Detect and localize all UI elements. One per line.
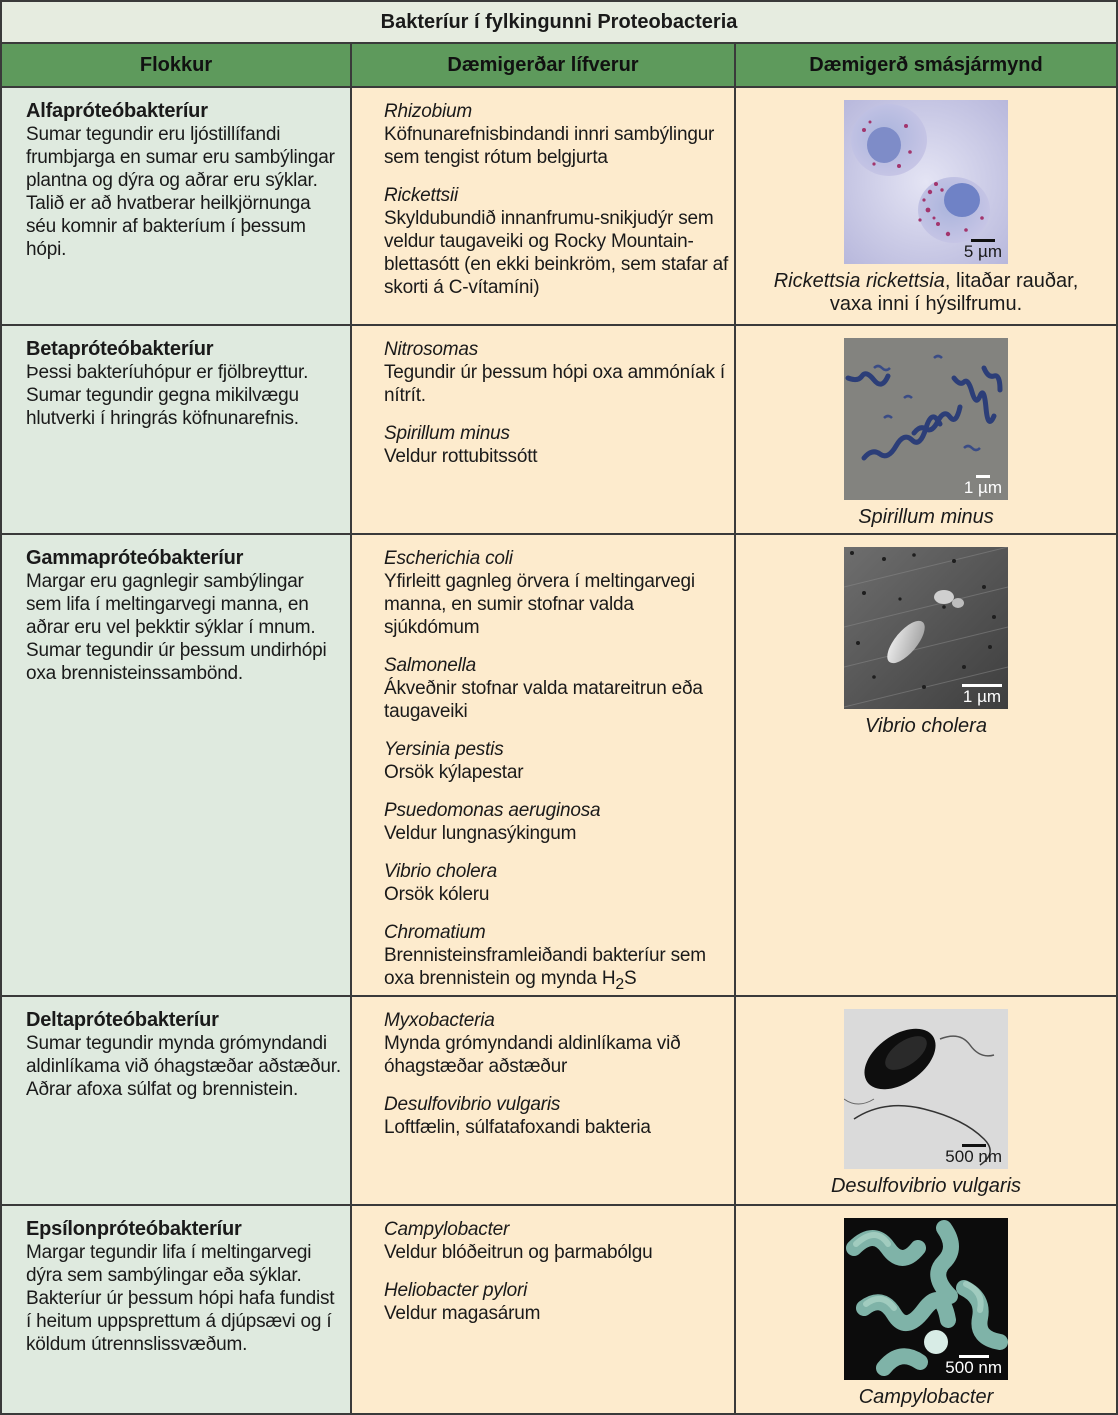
organism-name: Myxobacteria [384,1010,495,1031]
header-organisms: Dæmigerðar lífverur [352,44,736,88]
class-name: Betapróteóbakteríur [26,338,214,360]
organism-entry [384,799,730,845]
organism-description: Yfirleitt gagnleg örvera í meltingarvegi manna, en sumir stofnar valda sjúkdómum [384,571,695,638]
micrograph-caption [736,270,1116,316]
caption-species: Rickettsia rickettsia [773,270,945,292]
organism-entry [384,547,730,639]
organism-entry [384,1218,730,1264]
organism-entry [384,100,730,169]
scale-bar [945,1355,1002,1377]
micrograph-cell-epsilon [736,1206,1116,1413]
organisms-cell-epsilon [352,1206,736,1413]
organism-name: Desulfovibrio vulgaris [384,1094,561,1115]
class-name: Alfapróteóbakteríur [26,100,208,122]
organism-description-text: Brennisteinsframleiðandi bakteríur sem oxa brennistein og mynda H [384,945,706,989]
class-name: Gammapróteóbakteríur [26,547,244,569]
micrograph-caption [845,1386,1008,1409]
organisms-cell-gamma [352,535,736,997]
header-micrograph: Dæmigerð smásjármynd [736,44,1116,88]
caption-text: , litaðar rauðar, vaxa inni í hýsilfrumu. [829,270,1079,315]
organism-entry [384,738,730,784]
class-name: Deltapróteóbakteríur [26,1009,219,1031]
organism-description: Veldur rottubitssótt [384,446,538,467]
class-description: Margar tegundir lifa í meltingarvegi dýra sem sambýlingar eða sýklar. Bakteríur úr þessum hópi hafa fundist í heitum uppsprettum á djúpsævi og í köldum útrennslissvæðum. [26,1242,335,1355]
organism-description: Orsök kýlapestar [384,762,524,783]
scale-bar [964,239,1002,261]
organism-description: Mynda grómyndandi aldinlíkama við óhagstæðar aðstæður [384,1033,681,1077]
class-cell-alpha [2,88,352,326]
caption-species: Spirillum minus [858,506,994,528]
micrograph-cell-delta [736,997,1116,1206]
organism-description: Veldur blóðeitrun og þarmabólgu [384,1242,653,1263]
scale-bar [962,684,1002,706]
scale-label: 1 µm [962,687,1002,706]
organism-name: Chromatium [384,922,486,943]
caption-species: Vibrio cholera [865,715,987,737]
organism-entry [384,654,730,723]
organism-entry [384,184,730,299]
organism-name: Rickettsii [384,185,459,206]
caption-species: Desulfovibrio vulgaris [830,1175,1022,1197]
micrograph-caption [817,1175,1035,1198]
organism-name: Spirillum minus [384,423,510,444]
class-cell-epsilon [2,1206,352,1413]
organism-description: Orsök kóleru [384,884,490,905]
organisms-cell-delta [352,997,736,1206]
organism-name: Psuedomonas aeruginosa [384,800,601,821]
micrograph-spirillum [844,338,1008,500]
micrograph-cell-alpha [736,88,1116,326]
organism-description: Köfnunarefnisbindandi innri sambýlingur sem tengist rótum belgjurta [384,124,715,168]
scale-bar [964,475,1002,497]
micrograph-rickettsia [844,100,1008,264]
organisms-cell-beta [352,326,736,535]
micrograph-desulfovibrio [844,1009,1008,1169]
organisms-cell-alpha [352,88,736,326]
scale-label: 1 µm [963,478,1002,497]
micrograph-cell-beta [736,326,1116,535]
organism-description: Skyldubundið innanfrumu-snikjudýr sem veldur taugaveiki og Rocky Mountain-blettasótt (en ekki beinkröm, sem stafar af skorti á C-vítamíni) [384,208,729,298]
organism-entry [384,338,730,407]
organism-name: Yersinia pestis [384,739,504,760]
class-description: Sumar tegundir eru ljóstillífandi frumbjarga en sumar eru sambýlingar plantna og dýra og aðrar eru sýklar. Talið er að hvatberar heilkjörnunga séu komnir af bakteríum í þessum hópi. [26,124,335,260]
class-cell-gamma [2,535,352,997]
class-cell-delta [2,997,352,1206]
micrograph-caption [844,506,1008,529]
organism-description: Ákveðnir stofnar valda matareitrun eða taugaveiki [384,678,703,722]
header-class: Flokkur [2,44,352,88]
organism-description: Veldur magasárum [384,1303,541,1324]
class-cell-beta [2,326,352,535]
organism-name: Rhizobium [384,101,472,122]
scale-label: 500 nm [945,1147,1002,1166]
class-description: Margar eru gagnlegir sambýlingar sem lifa í meltingarvegi manna, en aðrar eru vel þekktir sýklar í mnum. Sumar tegundir úr þessum undirhópi oxa brennisteinssambönd. [26,571,327,684]
micrograph-vibrio [844,547,1008,709]
organism-description: Veldur lungnasýkingum [384,823,577,844]
organism-name: Escherichia coli [384,548,513,569]
table-title: Bakteríur í fylkingunni Proteobacteria [2,2,1116,44]
organism-entry [384,921,730,996]
scale-label: 5 µm [963,242,1002,261]
organism-name: Vibrio cholera [384,861,498,882]
organism-description [384,944,730,996]
micrograph-cell-gamma [736,535,1116,997]
organism-description: Loftfælin, súlfatafoxandi bakteria [384,1117,651,1138]
organism-name: Nitrosomas [384,339,479,360]
class-name: Epsílonpróteóbakteríur [26,1218,242,1240]
organism-name: Salmonella [384,655,476,676]
micrograph-campylobacter [844,1218,1008,1380]
class-description: Þessi bakteríuhópur er fjölbreyttur. Sumar tegundir gegna mikilvægu hlutverki í hringrás köfnunarefnis. [26,362,309,429]
organism-entry [384,422,730,468]
scale-label: 500 nm [945,1358,1002,1377]
organism-entry [384,1009,730,1078]
micrograph-caption [851,715,1001,738]
scale-bar [945,1144,1002,1166]
organism-name: Heliobacter pylori [384,1280,528,1301]
organism-name: Campylobacter [384,1219,510,1240]
subscript: 2 [615,975,624,993]
organism-description: Tegundir úr þessum hópi oxa ammóníak í nítrít. [384,362,725,406]
caption-species: Campylobacter [858,1386,994,1408]
organism-entry [384,1279,730,1325]
organism-entry [384,860,730,906]
organism-description-tail: S [624,968,637,989]
class-description: Sumar tegundir mynda grómyndandi aldinlíkama við óhagstæðar aðstæður. Aðrar afoxa súlfat og brennistein. [26,1033,341,1100]
organism-entry [384,1093,730,1139]
